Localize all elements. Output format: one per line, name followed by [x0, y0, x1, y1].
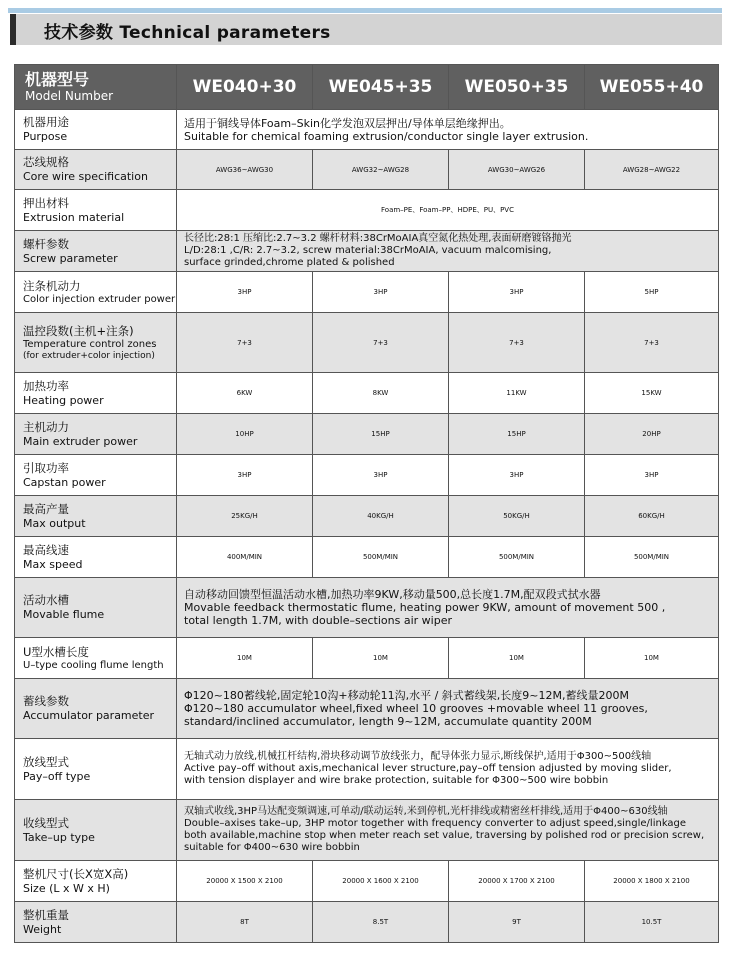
table-row-u-flume-length	[15, 638, 719, 679]
row-label-en: Max speed	[23, 557, 83, 571]
text-line: 适用于铜线导体Foam–Skin化学发泡双层押出/导体单层绝缘押出。	[184, 116, 511, 130]
value-cell: 3HP	[313, 455, 449, 496]
table-row-extrusion-material	[15, 190, 719, 231]
value-cell: 3HP	[177, 455, 313, 496]
row-label	[15, 373, 177, 414]
value-cell: 20000 X 1500 X 2100	[177, 861, 313, 902]
value-cell: 20000 X 1800 X 2100	[585, 861, 719, 902]
row-label-en: Movable flume	[23, 608, 105, 621]
row-label	[15, 638, 177, 679]
technical-parameters-table	[14, 64, 719, 943]
row-label	[15, 902, 177, 943]
row-label-cn: 整机尺寸(长X宽X高)	[23, 866, 129, 881]
table-row-core-wire	[15, 150, 719, 190]
table-row-pay-off-type	[15, 739, 719, 800]
value-cell: 10M	[177, 638, 313, 679]
value-cell: 15HP	[449, 414, 585, 455]
text-line: Active pay–off without axis,mechanical lever structure,pay–off tension adjusted by moving slider,	[184, 763, 672, 774]
table-row-take-up-type	[15, 800, 719, 861]
screw-parameter-value	[177, 231, 719, 272]
value-cell: 10M	[585, 638, 719, 679]
row-label-cn: 机器用途	[23, 115, 69, 129]
table-row-screw-parameter	[15, 231, 719, 272]
row-label	[15, 231, 177, 272]
row-label-en: Color injection extruder power	[23, 293, 176, 305]
text-line: Suitable for chemical foaming extrusion/conductor single layer extrusion.	[184, 129, 589, 143]
row-label-en: Purpose	[23, 130, 68, 143]
row-label-en: Take–up type	[23, 830, 95, 844]
value-cell: 3HP	[449, 272, 585, 313]
value-cell: 20000 X 1700 X 2100	[449, 861, 585, 902]
row-label-cn: 温控段数(主机+注条)	[23, 323, 134, 338]
row-label-en: U–type cooling flume length	[23, 659, 164, 671]
row-label-cn: 最高产量	[23, 501, 69, 516]
text-line: Φ120~180蓄线轮,固定轮10沟+移动轮11沟,水平 / 斜式蓄线架,长度9~12M,蓄线量200M	[184, 689, 629, 702]
table-row-capstan-power	[15, 455, 719, 496]
value-cell: 10.5T	[585, 902, 719, 943]
value-cell: 400M/MIN	[177, 537, 313, 578]
value-cell: 20000 X 1600 X 2100	[313, 861, 449, 902]
row-label	[15, 455, 177, 496]
row-label-note: (for extruder+color injection)	[23, 350, 155, 361]
table-row-purpose	[15, 110, 719, 150]
text-line: Double–axises take–up, 3HP motor together with frequency converter to adjust speed,single/linkage	[184, 818, 687, 829]
row-label-en: Extrusion material	[23, 210, 125, 224]
value-cell: 50KG/H	[449, 496, 585, 537]
text-line: standard/inclined accumulator, length 9~12M, accumulate quantity 200M	[184, 715, 592, 728]
row-label-cn: 注条机动力	[23, 278, 81, 293]
row-label-en: Heating power	[23, 393, 104, 407]
row-label	[15, 110, 177, 150]
model-number-header	[15, 65, 177, 110]
table-row-max-speed	[15, 537, 719, 578]
value-cell: AWG32~AWG28	[313, 150, 449, 190]
row-label-cn: 整机重量	[23, 907, 69, 922]
row-label-en: Pay–off type	[23, 769, 91, 783]
text-line: 自动移动回馈型恒温活动水槽,加热功率9KW,移动量500,总长度1.7M,配双段式拭水器	[184, 588, 601, 601]
row-label-en: Accumulator parameter	[23, 709, 155, 722]
row-label-en: Temperature control zones	[23, 338, 157, 350]
row-label-en: Weight	[23, 922, 62, 936]
row-label	[15, 150, 177, 190]
row-label	[15, 272, 177, 313]
table-row-color-injection	[15, 272, 719, 313]
row-label-cn: 引取功率	[23, 460, 69, 475]
row-label-cn: 主机动力	[23, 419, 69, 434]
table-header-row	[15, 65, 719, 110]
value-cell: 40KG/H	[313, 496, 449, 537]
table-row-movable-flume	[15, 578, 719, 638]
row-label	[15, 578, 177, 638]
row-label	[15, 800, 177, 861]
row-label-en: Main extruder power	[23, 434, 138, 448]
accumulator-value	[177, 679, 719, 739]
text-line: Φ120~180 accumulator wheel,fixed wheel 10 grooves +movable wheel 11 grooves,	[184, 702, 648, 715]
text-line: 无轴式动力放线,机械扛杆结构,滑块移动调节放线张力，配导体张力显示,断线保护,适用于Φ300~500线轴	[184, 751, 652, 762]
row-label-en: Max output	[23, 516, 86, 530]
value-cell: 3HP	[449, 455, 585, 496]
row-label-cn: 放线型式	[23, 754, 69, 769]
value-cell: 7+3	[449, 313, 585, 373]
text-line: 长径比:28:1 压缩比:2.7~3.2 螺杆材料:38CrMoAIA真空氮化热处理,表面研磨镀铬抛光	[184, 233, 572, 244]
header-label-cn: 机器型号	[25, 70, 90, 89]
row-label	[15, 537, 177, 578]
value-cell: 60KG/H	[585, 496, 719, 537]
text-line: both available,machine stop when meter reach set value, traversing by polished rod or precision screw,	[184, 830, 705, 841]
value-cell: 7+3	[177, 313, 313, 373]
table-row-accumulator	[15, 679, 719, 739]
table-row-size	[15, 861, 719, 902]
value-cell: 6KW	[177, 373, 313, 414]
row-label	[15, 313, 177, 373]
row-label	[15, 739, 177, 800]
row-label-cn: 收线型式	[23, 815, 69, 830]
text-line: total length 1.7M, with double–sections air wiper	[184, 614, 452, 627]
value-cell: 3HP	[177, 272, 313, 313]
value-cell: 25KG/H	[177, 496, 313, 537]
table-row-max-output	[15, 496, 719, 537]
text-line: with tension displayer and wire brake protection, suitable for Φ300~500 wire bobbin	[184, 775, 609, 786]
row-label-cn: 最高线速	[23, 542, 69, 557]
value-cell: 3HP	[313, 272, 449, 313]
model-header: WE050+35	[449, 65, 585, 110]
take-up-value	[177, 800, 719, 861]
value-cell: 8.5T	[313, 902, 449, 943]
row-label	[15, 190, 177, 231]
model-header: WE045+35	[313, 65, 449, 110]
row-label	[15, 679, 177, 739]
table-row-weight	[15, 902, 719, 943]
text-line: Movable feedback thermostatic flume, heating power 9KW, amount of movement 500 ,	[184, 601, 666, 614]
row-label-en: Capstan power	[23, 475, 106, 489]
value-cell: 10HP	[177, 414, 313, 455]
pay-off-value	[177, 739, 719, 800]
value-cell: AWG36~AWG30	[177, 150, 313, 190]
row-label	[15, 861, 177, 902]
row-label-cn: 芯线规格	[23, 155, 69, 169]
row-label-cn: U型水槽长度	[23, 644, 89, 659]
row-label-en: Screw parameter	[23, 251, 118, 265]
text-line: 双轴式收线,3HP马达配变频调速,可单动/联动运转,米到停机,光杆排线或精密丝杆排线,适用于Φ400~630线轴	[184, 806, 668, 817]
header-accent-bar	[10, 14, 16, 45]
value-cell: 7+3	[313, 313, 449, 373]
row-label	[15, 496, 177, 537]
value-cell: 10M	[449, 638, 585, 679]
movable-flume-value	[177, 578, 719, 638]
value-cell: AWG30~AWG26	[449, 150, 585, 190]
table-row-heating-power	[15, 373, 719, 414]
value-cell: AWG28~AWG22	[585, 150, 719, 190]
purpose-value	[177, 110, 719, 150]
value-cell: 20HP	[585, 414, 719, 455]
section-title: 技术参数 Technical parameters	[44, 23, 331, 43]
header-label-en: Model Number	[25, 89, 114, 103]
value-cell: 8KW	[313, 373, 449, 414]
text-line: L/D:28:1 ,C/R: 2.7~3.2, screw material:38CrMoAIA, vacuum malcomising,	[184, 245, 552, 256]
value-cell: 15KW	[585, 373, 719, 414]
row-label-en: Core wire specification	[23, 170, 148, 183]
extrusion-material-value: Foam–PE、Foam–PP、HDPE、PU、PVC	[177, 190, 719, 231]
value-cell: 7+3	[585, 313, 719, 373]
value-cell: 15HP	[313, 414, 449, 455]
row-label-cn: 蓄线参数	[23, 694, 69, 708]
value-cell: 5HP	[585, 272, 719, 313]
value-cell: 500M/MIN	[449, 537, 585, 578]
row-label-en: Size (L x W x H)	[23, 881, 110, 895]
table-row-temperature-zones	[15, 313, 719, 373]
section-header	[10, 14, 722, 45]
value-cell: 8T	[177, 902, 313, 943]
text-line: surface grinded,chrome plated & polished	[184, 257, 395, 268]
row-label-cn: 加热功率	[23, 378, 69, 393]
value-cell: 10M	[313, 638, 449, 679]
text-line: suitable for Φ400~630 wire bobbin	[184, 842, 360, 853]
value-cell: 11KW	[449, 373, 585, 414]
top-blue-rule	[8, 8, 722, 13]
row-label-cn: 螺杆参数	[23, 236, 69, 251]
value-cell: 500M/MIN	[313, 537, 449, 578]
row-label-cn: 押出材料	[23, 195, 69, 210]
row-label	[15, 414, 177, 455]
value-cell: 500M/MIN	[585, 537, 719, 578]
model-header: WE055+40	[585, 65, 719, 110]
model-header: WE040+30	[177, 65, 313, 110]
value-cell: 9T	[449, 902, 585, 943]
value-cell: 3HP	[585, 455, 719, 496]
row-label-cn: 活动水槽	[23, 593, 69, 607]
table-row-main-extruder-power	[15, 414, 719, 455]
